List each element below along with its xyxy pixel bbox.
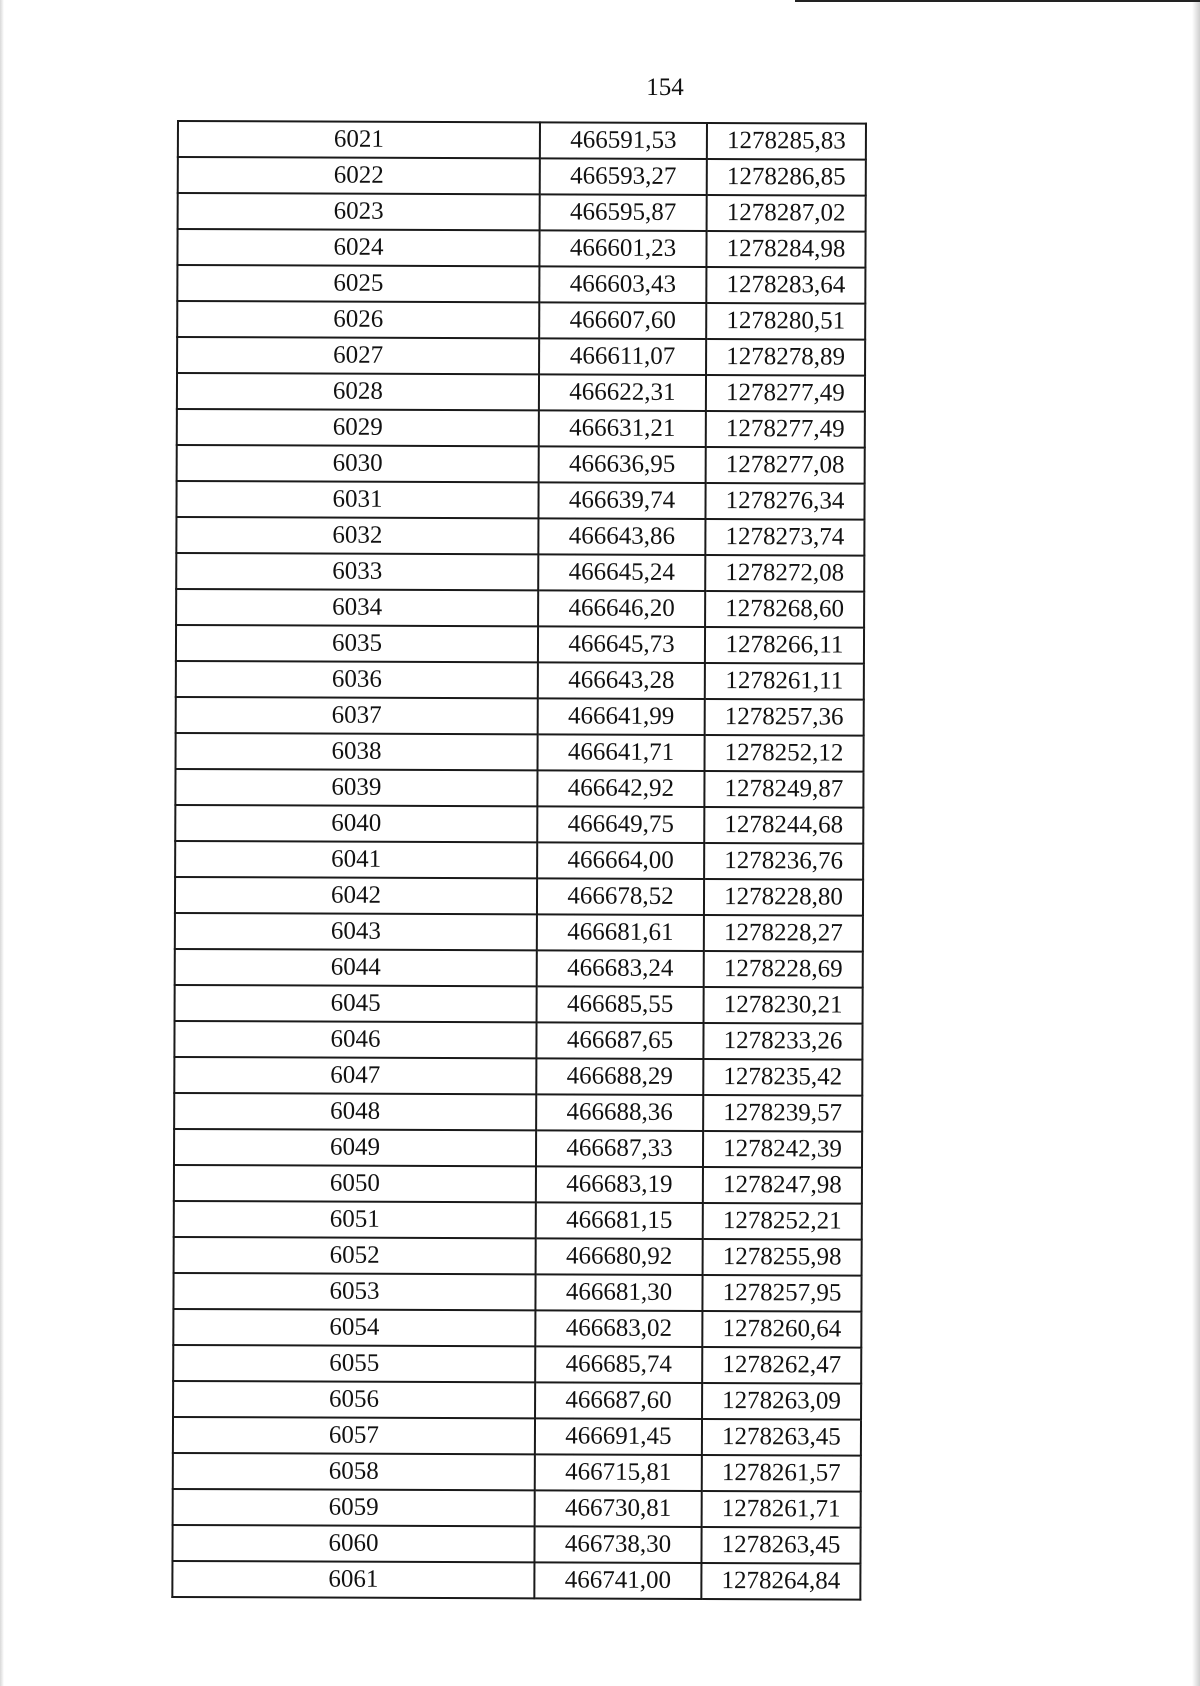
x-coordinate-cell: 466622,31: [539, 374, 706, 411]
table-row: [173, 1417, 861, 1456]
y-coordinate-cell: 1278286,85: [707, 159, 866, 196]
y-coordinate-cell: 1278242,39: [703, 1131, 862, 1168]
coordinate-table-wrapper: [171, 120, 867, 1601]
y-coordinate-cell: 1278252,12: [705, 735, 864, 772]
y-coordinate-cell: 1278261,11: [705, 663, 864, 700]
table-row: [176, 517, 864, 556]
point-id-cell: 6023: [178, 193, 540, 230]
table-row: [176, 697, 864, 736]
point-id-cell: 6050: [174, 1165, 536, 1202]
x-coordinate-cell: 466601,23: [539, 230, 706, 267]
point-id-cell: 6029: [177, 409, 539, 446]
x-coordinate-cell: 466715,81: [535, 1454, 702, 1491]
table-row: [175, 985, 863, 1024]
x-coordinate-cell: 466611,07: [539, 338, 706, 375]
x-coordinate-cell: 466681,30: [535, 1274, 702, 1311]
point-id-cell: 6038: [176, 733, 538, 770]
point-id-cell: 6053: [173, 1273, 535, 1310]
top-rule: [795, 0, 1200, 2]
point-id-cell: 6026: [177, 301, 539, 338]
table-row: [176, 733, 864, 772]
y-coordinate-cell: 1278228,27: [704, 915, 863, 952]
y-coordinate-cell: 1278277,49: [706, 411, 865, 448]
table-row: [172, 1525, 860, 1564]
x-coordinate-cell: 466645,24: [538, 554, 705, 591]
point-id-cell: 6041: [175, 841, 537, 878]
x-coordinate-cell: 466681,61: [537, 914, 704, 951]
table-row: [175, 913, 863, 952]
x-coordinate-cell: 466595,87: [540, 194, 707, 231]
table-row: [177, 229, 865, 268]
x-coordinate-cell: 466678,52: [537, 878, 704, 915]
x-coordinate-cell: 466607,60: [539, 302, 706, 339]
point-id-cell: 6059: [173, 1489, 535, 1526]
x-coordinate-cell: 466685,74: [535, 1346, 702, 1383]
point-id-cell: 6049: [174, 1129, 536, 1166]
point-id-cell: 6027: [177, 337, 539, 374]
point-id-cell: 6035: [176, 625, 538, 662]
y-coordinate-cell: 1278266,11: [705, 627, 864, 664]
x-coordinate-cell: 466636,95: [539, 446, 706, 483]
y-coordinate-cell: 1278239,57: [703, 1095, 862, 1132]
x-coordinate-cell: 466685,55: [537, 986, 704, 1023]
x-coordinate-cell: 466687,60: [535, 1382, 702, 1419]
coordinate-table: [171, 120, 867, 1601]
table-row: [177, 409, 865, 448]
point-id-cell: 6054: [173, 1309, 535, 1346]
y-coordinate-cell: 1278272,08: [705, 555, 864, 592]
y-coordinate-cell: 1278252,21: [703, 1203, 862, 1240]
table-row: [174, 1201, 862, 1240]
table-row: [174, 1237, 862, 1276]
point-id-cell: 6036: [176, 661, 538, 698]
y-coordinate-cell: 1278287,02: [707, 195, 866, 232]
y-coordinate-cell: 1278268,60: [705, 591, 864, 628]
point-id-cell: 6046: [174, 1021, 536, 1058]
y-coordinate-cell: 1278273,74: [705, 519, 864, 556]
x-coordinate-cell: 466643,28: [538, 662, 705, 699]
y-coordinate-cell: 1278257,95: [702, 1275, 861, 1312]
y-coordinate-cell: 1278247,98: [703, 1167, 862, 1204]
table-row: [173, 1453, 861, 1492]
y-coordinate-cell: 1278284,98: [706, 231, 865, 268]
x-coordinate-cell: 466688,29: [536, 1058, 703, 1095]
table-row: [176, 589, 864, 628]
x-coordinate-cell: 466641,71: [538, 734, 705, 771]
x-coordinate-cell: 466688,36: [536, 1094, 703, 1131]
table-row: [176, 625, 864, 664]
table-row: [176, 661, 864, 700]
point-id-cell: 6055: [173, 1345, 535, 1382]
table-row: [177, 337, 865, 376]
table-row: [177, 301, 865, 340]
point-id-cell: 6030: [177, 445, 539, 482]
coordinate-table-body: [172, 121, 866, 1600]
point-id-cell: 6040: [175, 805, 537, 842]
y-coordinate-cell: 1278235,42: [703, 1059, 862, 1096]
point-id-cell: 6024: [177, 229, 539, 266]
x-coordinate-cell: 466681,15: [536, 1202, 703, 1239]
y-coordinate-cell: 1278277,08: [706, 447, 865, 484]
point-id-cell: 6058: [173, 1453, 535, 1490]
y-coordinate-cell: 1278233,26: [703, 1023, 862, 1060]
x-coordinate-cell: 466691,45: [535, 1418, 702, 1455]
table-row: [174, 1165, 862, 1204]
point-id-cell: 6056: [173, 1381, 535, 1418]
table-row: [175, 805, 863, 844]
scan-edge-left: [0, 0, 4, 1686]
table-row: [174, 1093, 862, 1132]
point-id-cell: 6037: [176, 697, 538, 734]
x-coordinate-cell: 466642,92: [537, 770, 704, 807]
table-row: [174, 1129, 862, 1168]
y-coordinate-cell: 1278280,51: [706, 303, 865, 340]
point-id-cell: 6033: [176, 553, 538, 590]
x-coordinate-cell: 466639,74: [538, 482, 705, 519]
table-row: [177, 373, 865, 412]
page-number: 154: [646, 74, 684, 101]
x-coordinate-cell: 466730,81: [535, 1490, 702, 1527]
table-row: [177, 265, 865, 304]
y-coordinate-cell: 1278262,47: [702, 1347, 861, 1384]
x-coordinate-cell: 466641,99: [538, 698, 705, 735]
x-coordinate-cell: 466593,27: [540, 158, 707, 195]
point-id-cell: 6044: [175, 949, 537, 986]
x-coordinate-cell: 466664,00: [537, 842, 704, 879]
point-id-cell: 6031: [176, 481, 538, 518]
point-id-cell: 6028: [177, 373, 539, 410]
x-coordinate-cell: 466646,20: [538, 590, 705, 627]
y-coordinate-cell: 1278263,45: [701, 1527, 860, 1564]
point-id-cell: 6042: [175, 877, 537, 914]
point-id-cell: 6025: [177, 265, 539, 302]
table-row: [174, 1021, 862, 1060]
point-id-cell: 6043: [175, 913, 537, 950]
point-id-cell: 6032: [176, 517, 538, 554]
x-coordinate-cell: 466687,33: [536, 1130, 703, 1167]
table-row: [175, 949, 863, 988]
point-id-cell: 6057: [173, 1417, 535, 1454]
table-row: [173, 1381, 861, 1420]
table-row: [173, 1345, 861, 1384]
table-row: [173, 1489, 861, 1528]
table-row: [175, 877, 863, 916]
scan-edge-right: [1192, 0, 1200, 1686]
point-id-cell: 6051: [174, 1201, 536, 1238]
table-row: [176, 481, 864, 520]
point-id-cell: 6021: [178, 121, 540, 158]
y-coordinate-cell: 1278264,84: [701, 1563, 860, 1600]
point-id-cell: 6048: [174, 1093, 536, 1130]
y-coordinate-cell: 1278278,89: [706, 339, 865, 376]
point-id-cell: 6022: [178, 157, 540, 194]
table-row: [178, 193, 866, 232]
x-coordinate-cell: 466738,30: [534, 1526, 701, 1563]
table-row: [178, 157, 866, 196]
x-coordinate-cell: 466645,73: [538, 626, 705, 663]
point-id-cell: 6061: [172, 1561, 534, 1598]
y-coordinate-cell: 1278228,80: [704, 879, 863, 916]
x-coordinate-cell: 466680,92: [536, 1238, 703, 1275]
y-coordinate-cell: 1278255,98: [703, 1239, 862, 1276]
x-coordinate-cell: 466687,65: [536, 1022, 703, 1059]
y-coordinate-cell: 1278263,45: [702, 1419, 861, 1456]
table-row: [174, 1057, 862, 1096]
y-coordinate-cell: 1278263,09: [702, 1383, 861, 1420]
x-coordinate-cell: 466603,43: [539, 266, 706, 303]
x-coordinate-cell: 466683,24: [537, 950, 704, 987]
y-coordinate-cell: 1278276,34: [705, 483, 864, 520]
table-row: [175, 841, 863, 880]
point-id-cell: 6034: [176, 589, 538, 626]
table-row: [178, 121, 866, 160]
x-coordinate-cell: 466643,86: [538, 518, 705, 555]
x-coordinate-cell: 466683,19: [536, 1166, 703, 1203]
y-coordinate-cell: 1278277,49: [706, 375, 865, 412]
table-row: [175, 769, 863, 808]
x-coordinate-cell: 466741,00: [534, 1562, 701, 1599]
y-coordinate-cell: 1278236,76: [704, 843, 863, 880]
y-coordinate-cell: 1278244,68: [704, 807, 863, 844]
table-row: [172, 1561, 860, 1600]
table-row: [177, 445, 865, 484]
point-id-cell: 6039: [175, 769, 537, 806]
y-coordinate-cell: 1278257,36: [705, 699, 864, 736]
table-row: [176, 553, 864, 592]
table-row: [173, 1273, 861, 1312]
y-coordinate-cell: 1278283,64: [706, 267, 865, 304]
x-coordinate-cell: 466649,75: [537, 806, 704, 843]
x-coordinate-cell: 466683,02: [535, 1310, 702, 1347]
point-id-cell: 6052: [174, 1237, 536, 1274]
y-coordinate-cell: 1278285,83: [707, 123, 866, 160]
y-coordinate-cell: 1278261,57: [702, 1455, 861, 1492]
point-id-cell: 6047: [174, 1057, 536, 1094]
y-coordinate-cell: 1278261,71: [702, 1491, 861, 1528]
x-coordinate-cell: 466631,21: [539, 410, 706, 447]
point-id-cell: 6045: [175, 985, 537, 1022]
point-id-cell: 6060: [172, 1525, 534, 1562]
y-coordinate-cell: 1278249,87: [704, 771, 863, 808]
table-row: [173, 1309, 861, 1348]
y-coordinate-cell: 1278260,64: [702, 1311, 861, 1348]
y-coordinate-cell: 1278230,21: [704, 987, 863, 1024]
y-coordinate-cell: 1278228,69: [704, 951, 863, 988]
x-coordinate-cell: 466591,53: [540, 122, 707, 159]
